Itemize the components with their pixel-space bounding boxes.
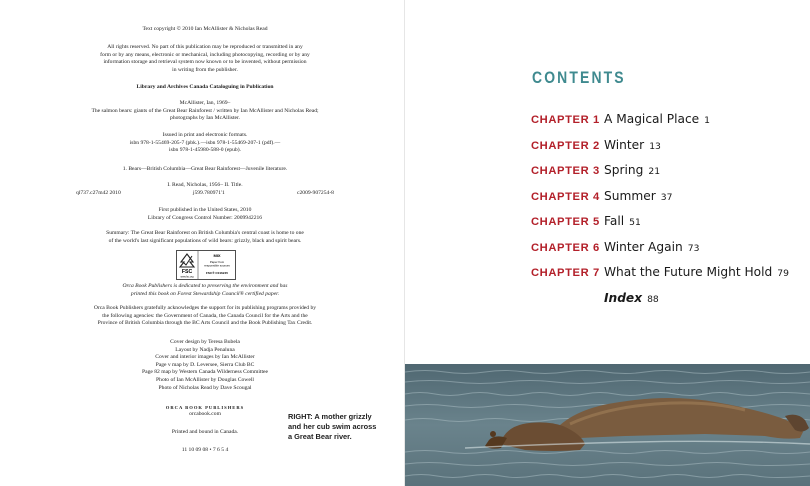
chapter-title: Winter Again 73 [604,239,700,254]
photo-caption: RIGHT: A mother grizzly and her cub swim across a Great Bear river. [288,412,377,442]
fsc-paper-line-2: responsible sources [204,263,230,268]
publisher-site: orcabook.com [189,411,221,417]
environment-note: Orca Book Publishers is dedicated to preserving the environment and has printed this book on Forest Stewardship Council® certified paper. [122,283,288,297]
class-numbers: ql737.c27m42 2010 j599.780971'1 c2009-907254-8 [76,189,334,196]
support-note: Orca Book Publishers gratefully acknowledges the support for its publishing programs provided by the following agencies: the Government of Canada, the Canada Council for the Arts and the Province of British Columbia through the BC Arts Council and the Book Publishing Tax Credit. [93,305,317,327]
index-title: Index 88 [604,290,659,305]
contents-page [405,0,810,486]
page-number: 13 [649,140,661,152]
copyright-line: Text copyright © 2010 Ian McAllister & Nicholas Read [142,26,268,32]
bear-swimming-photo [405,364,810,486]
print-line: 11 10 09 08 • 7 6 5 4 [181,447,229,453]
toc-entry-chapter-4[interactable] [531,189,801,215]
caption-lead: RIGHT: [288,412,313,421]
credits: Cover design by Teresa Bubela Layout by Nadja Penaluna Cover and interior images by Ian McAllister Page v map by D. Leversee, Sierra Club BC Page 82 map by Western Canada Wilderness Committee Photo of Ian McAllister by Douglas Cowell Photo of Nicholas Read by Dave Scougal [141,339,269,391]
toc-entry-index[interactable] [531,291,801,317]
page-number: 1 [704,115,711,126]
chapter-label: CHAPTER 5 [531,216,600,228]
page-number: 73 [687,242,700,254]
toc-entry-chapter-2[interactable] [531,138,801,164]
chapter-title: Fall 51 [604,214,641,228]
chapter-title: Summer 37 [604,188,673,203]
summary: Summary: The Great Bear Rainforest on British Columbia's central coast is home to one of the world's last significant populations of wild bears: grizzly, black and spirit bears. [106,230,304,244]
chapter-label: CHAPTER 7 [531,267,600,279]
contents-title: CONTENTS [532,68,626,87]
cip-heading: Library and Archives Canada Cataloguing in Publication [136,84,274,90]
cip-subjects: 1. Bears—British Columbia—Great Bear Rainforest—Juvenile literature. [122,166,288,172]
fsc-code: FSC® C016245 [206,271,228,275]
chapter-title: Winter 13 [604,137,661,152]
first-published: First published in the United States, 2010 Library of Congress Control Number: 2009942216 [147,207,263,221]
publisher-name: ORCA BOOK PUBLISHERS [165,405,245,410]
page-number: 88 [647,293,659,305]
fsc-paper-line-1: Paper from [209,260,225,264]
fsc-brand: FSC [181,269,193,275]
fsc-mix: MIX [213,253,221,258]
cip-added-entries: I. Read, Nicholas, 1956– II. Title. ql737.c27m42 2010 j599.780971'1 c2009-907254-8 [40,182,370,197]
printed-in: Printed and bound in Canada. [171,429,239,435]
toc-entry-chapter-5[interactable] [531,214,801,240]
rights-statement: All rights reserved. No part of this publication may be reproduced or transmitted in any form or by any means, electronic or mechanical, including photocopying, recording or by any information storage and retrieval system now known or to be invented, without permission in writing from the publisher. [100,44,310,73]
isbn-formats: Issued in print and electronic formats. isbn 978-1-55469-205-7 (pbk.).—isbn 978-1-55469-207-1 (pdf).— isbn 978-1-45980-588-0 (epub). [129,132,281,154]
page-number: 21 [648,166,661,177]
toc-entry-chapter-6[interactable] [531,240,801,266]
toc-entry-chapter-7[interactable] [531,265,801,291]
fsc-logo [176,250,236,280]
chapter-title: A Magical Place 1 [604,112,711,126]
chapter-label: CHAPTER 3 [531,165,600,177]
toc-entry-chapter-3[interactable] [531,163,801,189]
chapter-label: CHAPTER 2 [531,139,600,152]
chapter-label: CHAPTER 6 [531,241,600,254]
page-number: 51 [629,217,641,228]
chapter-label: CHAPTER 4 [531,190,600,203]
chapter-title: Spring 21 [604,163,661,177]
chapter-title: What the Future Might Hold 79 [604,265,789,279]
cip-record: McAllister, Ian, 1969– The salmon bears: giants of the Great Bear Rainforest / written by Ian McAllister and Nicholas Read; photographs by Ian McAllister. [91,100,319,122]
fsc-site: www.fsc.org [180,275,194,279]
toc-entry-chapter-1[interactable] [531,112,801,138]
page-number: 37 [660,191,673,203]
table-of-contents [531,112,801,316]
chapter-label: CHAPTER 1 [531,114,600,126]
page-number: 79 [777,268,789,279]
